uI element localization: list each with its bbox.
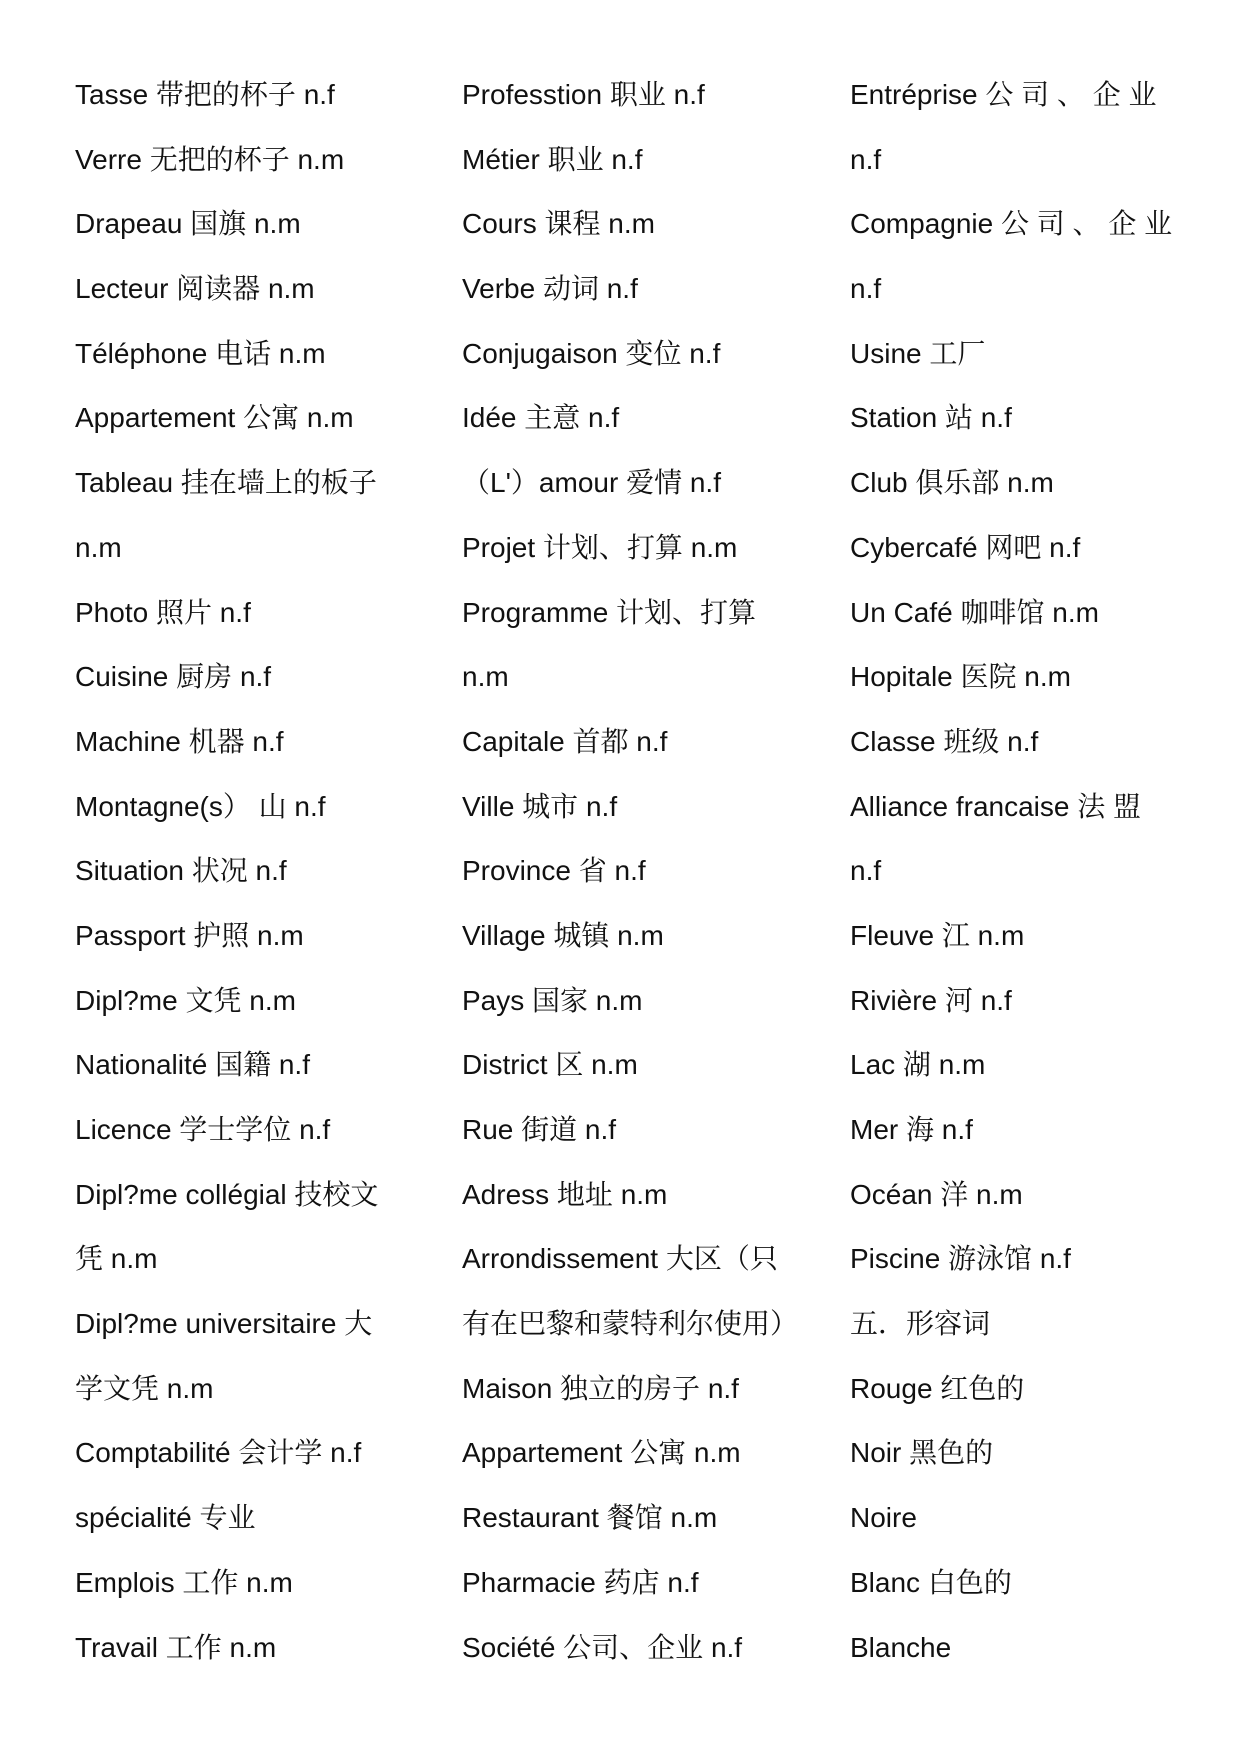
vocab-line: Alliance francaise 法 盟 bbox=[850, 790, 1142, 822]
vocab-line: Dipl?me 文凭 n.m bbox=[75, 984, 296, 1016]
vocab-line: Appartement 公寓 n.m bbox=[75, 402, 354, 434]
vocab-line: Pharmacie 药店 n.f bbox=[462, 1566, 699, 1598]
vocab-line: Pays 国家 n.m bbox=[462, 984, 643, 1016]
vocab-line: Professtion 职业 n.f bbox=[462, 79, 705, 110]
vocab-line: n.m bbox=[75, 531, 122, 563]
vocab-line: Société 公司、企业 n.f bbox=[462, 1631, 743, 1663]
vocab-line: Lecteur 阅读器 n.m bbox=[75, 273, 315, 305]
vocab-line: Téléphone 电话 n.m bbox=[75, 337, 326, 369]
vocab-line: Province 省 n.f bbox=[462, 855, 646, 887]
vocab-line: n.f bbox=[850, 273, 882, 305]
vocab-line: Lac 湖 n.m bbox=[850, 1049, 986, 1081]
vocab-line: Drapeau 国旗 n.m bbox=[75, 208, 301, 240]
vocab-line: Appartement 公寓 n.m bbox=[462, 1437, 741, 1469]
vocab-line: Rue 街道 n.f bbox=[462, 1114, 617, 1145]
vocab-line: Verre 无把的杯子 n.m bbox=[75, 143, 345, 175]
vocab-line: 有在巴黎和蒙特利尔使用） bbox=[462, 1308, 799, 1340]
vocab-line: Océan 洋 n.m bbox=[850, 1178, 1023, 1210]
vocab-line: 学文凭 n.m bbox=[75, 1372, 214, 1404]
vocab-line: Noire bbox=[850, 1502, 917, 1534]
vocab-line: （L'）amour 爱情 n.f bbox=[462, 467, 721, 499]
vocab-line: Adress 地址 n.m bbox=[462, 1178, 668, 1210]
vocab-line: Classe 班级 n.f bbox=[850, 725, 1039, 757]
vocab-line: Tasse 带把的杯子 n.f bbox=[75, 79, 335, 110]
vocab-line: Usine 工厂 bbox=[850, 337, 986, 369]
vocab-line: Entréprise 公 司 、 企 业 bbox=[850, 79, 1157, 110]
vocab-line: n.m bbox=[462, 661, 509, 693]
vocab-line: Passport 护照 n.m bbox=[75, 919, 304, 951]
vocab-line: Cours 课程 n.m bbox=[462, 208, 655, 240]
vocab-line: Dipl?me collégial 技校文 bbox=[75, 1178, 379, 1210]
section-heading: 五．形容词 bbox=[850, 1308, 991, 1340]
vocab-line: 凭 n.m bbox=[75, 1243, 158, 1275]
vocab-line: Compagnie 公 司 、 企 业 bbox=[850, 208, 1173, 240]
vocab-line: Conjugaison 变位 n.f bbox=[462, 337, 721, 369]
vocab-line: Idée 主意 n.f bbox=[462, 402, 620, 434]
vocab-line: spécialité 专业 bbox=[75, 1502, 256, 1534]
vocab-line: Piscine 游泳馆 n.f bbox=[850, 1243, 1071, 1275]
vocab-line: Fleuve 江 n.m bbox=[850, 919, 1025, 951]
vocab-line: Noir 黑色的 bbox=[850, 1437, 994, 1469]
vocab-line: Métier 职业 n.f bbox=[462, 143, 643, 175]
vocab-line: Projet 计划、打算 n.m bbox=[462, 531, 738, 563]
vocab-line: Dipl?me universitaire 大 bbox=[75, 1308, 373, 1340]
vocab-line: Hopitale 医院 n.m bbox=[850, 661, 1071, 693]
vocab-line: Verbe 动词 n.f bbox=[462, 273, 638, 305]
vocab-line: Emplois 工作 n.m bbox=[75, 1566, 293, 1598]
vocab-line: Situation 状况 n.f bbox=[75, 855, 287, 887]
vocab-line: Station 站 n.f bbox=[850, 402, 1012, 434]
vocab-column-3 bbox=[850, 63, 1195, 1680]
vocab-line: n.f bbox=[850, 143, 882, 175]
vocab-line: Cuisine 厨房 n.f bbox=[75, 661, 272, 693]
vocab-line: Arrondissement 大区（只 bbox=[462, 1243, 778, 1275]
vocab-line: Un Café 咖啡馆 n.m bbox=[850, 596, 1099, 628]
vocab-line: Tableau 挂在墙上的板子 bbox=[75, 467, 377, 499]
vocab-line: Maison 独立的房子 n.f bbox=[462, 1372, 739, 1404]
vocab-line: Licence 学士学位 n.f bbox=[75, 1114, 331, 1145]
vocab-line: Restaurant 餐馆 n.m bbox=[462, 1502, 718, 1534]
vocab-line: Travail 工作 n.m bbox=[75, 1631, 277, 1663]
vocab-line: Nationalité 国籍 n.f bbox=[75, 1049, 310, 1081]
vocab-line: Mer 海 n.f bbox=[850, 1114, 973, 1145]
vocab-line: Blanche bbox=[850, 1631, 952, 1663]
vocab-line: Montagne(s） 山 n.f bbox=[75, 790, 326, 822]
vocab-line: District 区 n.m bbox=[462, 1049, 638, 1081]
vocab-line: Machine 机器 n.f bbox=[75, 725, 284, 757]
vocab-line: Programme 计划、打算 bbox=[462, 596, 757, 628]
vocab-column-2 bbox=[462, 63, 812, 1680]
vocab-line: Rivière 河 n.f bbox=[850, 984, 1012, 1016]
vocab-line: Photo 照片 n.f bbox=[75, 596, 251, 628]
vocab-line: Ville 城市 n.f bbox=[462, 790, 618, 822]
vocab-line: Village 城镇 n.m bbox=[462, 919, 664, 951]
vocab-line: n.f bbox=[850, 855, 882, 887]
vocab-line: Club 俱乐部 n.m bbox=[850, 467, 1054, 499]
vocab-line: Cybercafé 网吧 n.f bbox=[850, 531, 1081, 563]
vocab-line: Rouge 红色的 bbox=[850, 1372, 1025, 1404]
vocab-line: Capitale 首都 n.f bbox=[462, 725, 668, 757]
vocab-line: Comptabilité 会计学 n.f bbox=[75, 1437, 362, 1469]
vocab-line: Blanc 白色的 bbox=[850, 1566, 1012, 1598]
vocab-column-1 bbox=[75, 63, 425, 1680]
